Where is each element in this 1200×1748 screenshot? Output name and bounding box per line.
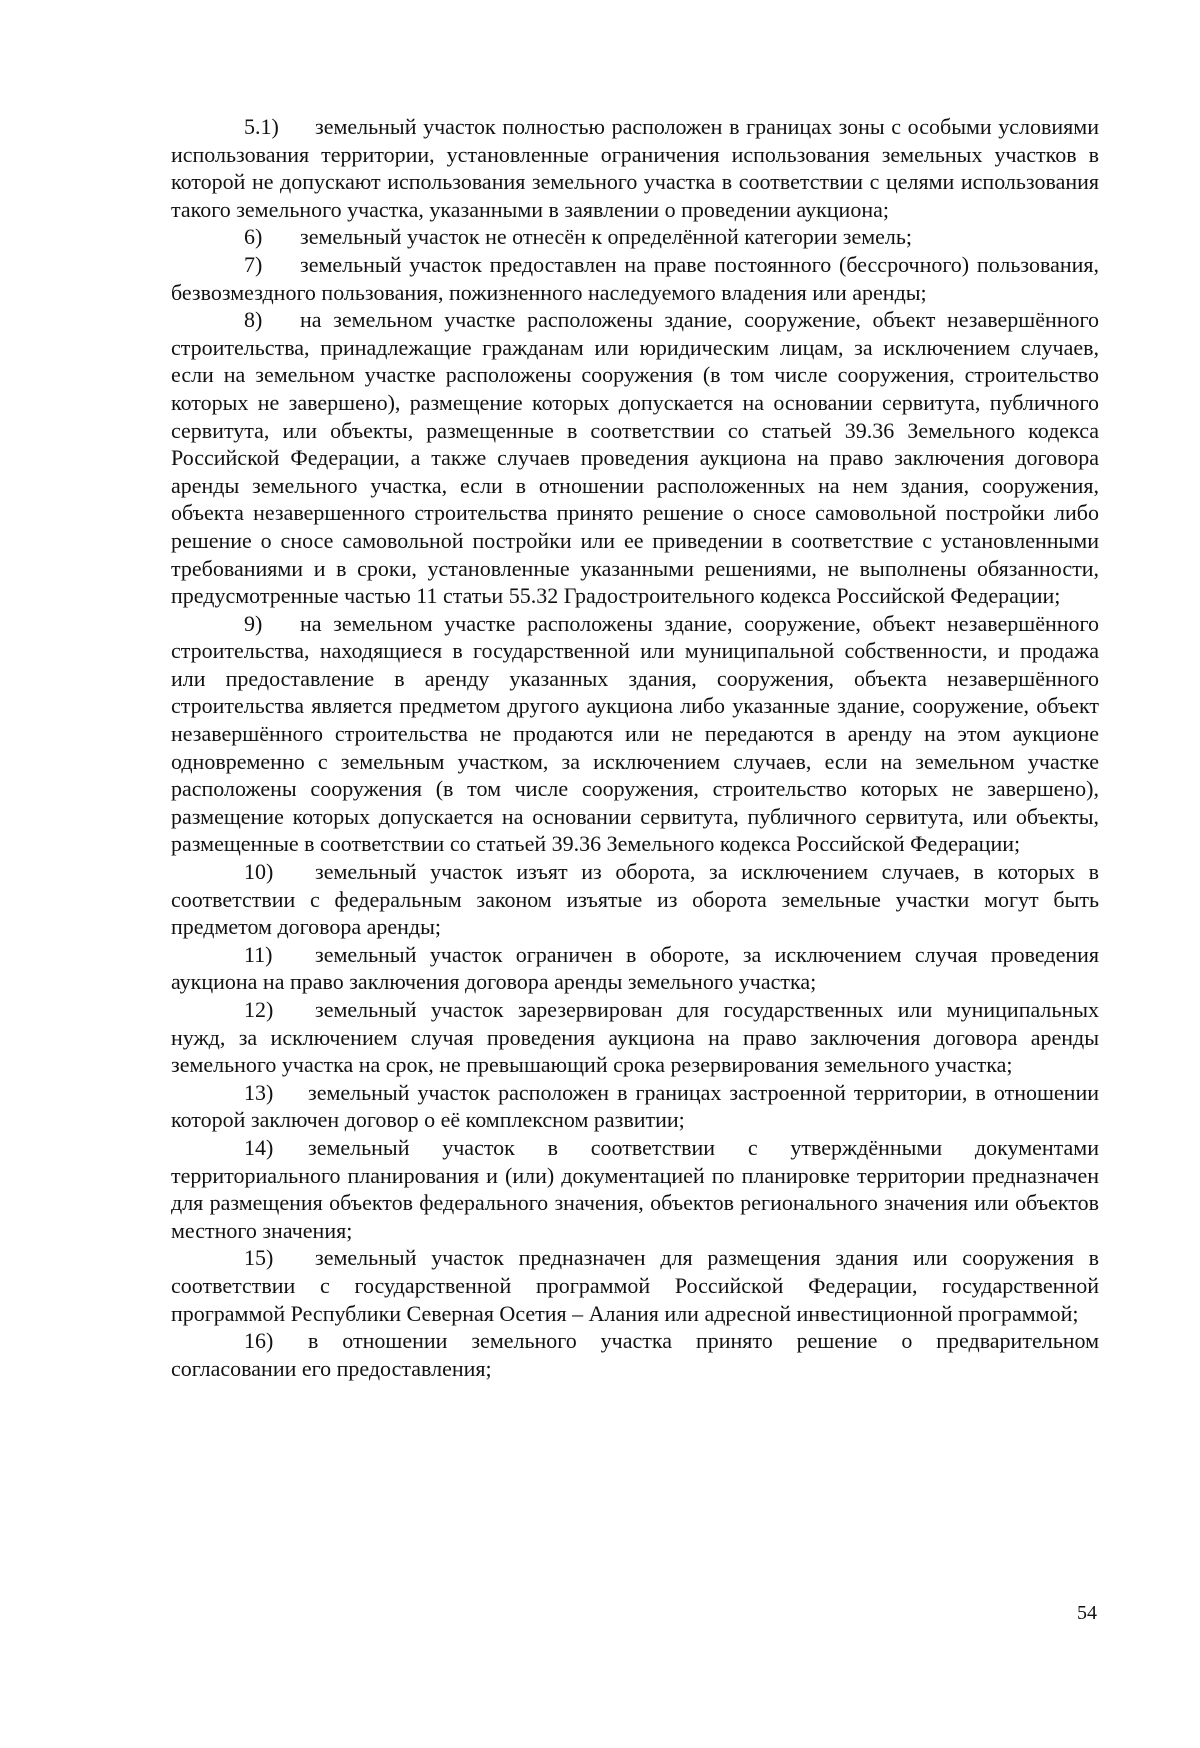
list-item — [171, 1244, 1099, 1327]
item-text: земельный участок зарезервирован для государственных или муниципальных нужд, за исключением случая проведения аукциона на право заключения договора аренды земельного участка на срок, не превышающий срока резервирования земельного участка; — [171, 997, 1099, 1078]
item-number: 11) — [244, 941, 273, 967]
item-text: земельный участок полностью расположен в границах зоны с особыми условиями использования территории, установленные ограничения использования земельных участков в которой не допускают использования земельного участка в соответствии с целями использования такого земельного участка, указанными в заявлении о проведении аукциона; — [171, 114, 1099, 222]
list-item — [171, 1327, 1099, 1382]
item-number: 7) — [244, 251, 263, 277]
item-text: на земельном участке расположены здание, сооружение, объект незавершённого строительства, находящиеся в государственной или муниципальной собственности, и продажа или предоставление в аренду указанных здания, сооружения, объекта незавершённого строительства является предметом другого аукциона либо указанные здание, сооружение, объект незавершённого строительства не продаются или не передаются в аренду на этом аукционе одновременно с земельным участком, за исключением случаев, если на земельном участке расположены сооружения (в том числе сооружения, строительство которых не завершено), размещение которых допускается на основании сервитута, публичного сервитута, или объекты, размещенные в соответствии со статьей 39.36 Земельного кодекса Российской Федерации; — [171, 610, 1099, 857]
list-item — [171, 113, 1099, 223]
item-number: 15) — [244, 1245, 274, 1271]
list-item — [171, 251, 1099, 306]
list-item — [171, 941, 1099, 996]
item-text: земельный участок предназначен для размещения здания или сооружения в соответствии с государственной программой Российской Федерации, государственной программой Республики Северная Осетия – Алания или адресной инвестиционной программой; — [171, 1245, 1099, 1326]
page-number: 54 — [1077, 1602, 1097, 1624]
list-item — [171, 223, 1099, 251]
item-number: 14) — [244, 1134, 274, 1160]
item-number: 5.1) — [244, 114, 279, 139]
list-item — [171, 996, 1099, 1079]
item-text: земельный участок ограничен в обороте, за исключением случая проведения аукциона на право заключения договора аренды земельного участка; — [171, 941, 1099, 995]
item-text: земельный участок расположен в границах застроенной территории, в отношении которой заключен договор о её комплексном развитии; — [171, 1079, 1099, 1133]
list-item — [171, 306, 1099, 610]
item-number: 6) — [244, 224, 263, 250]
list-item — [171, 858, 1099, 941]
item-number: 8) — [244, 307, 263, 333]
item-text: земельный участок в соответствии с утверждёнными документами территориального планирования и (или) документацией по планировке территории предназначен для размещения объектов федерального значения, объектов регионального значения или объектов местного значения; — [171, 1134, 1099, 1243]
item-text: в отношении земельного участка принято решение о предварительном согласовании его предоставления; — [171, 1328, 1099, 1381]
item-number: 16) — [244, 1328, 274, 1354]
item-number: 10) — [244, 859, 274, 885]
list-item — [171, 1079, 1099, 1134]
item-text: на земельном участке расположены здание, сооружение, объект незавершённого строительства, принадлежащие гражданам или юридическим лицам, за исключением случаев, если на земельном участке расположены сооружения (в том числе сооружения, строительство которых не завершено), размещение которых допускается на основании сервитута, публичного сервитута, или объекты, размещенные в соответствии со статьей 39.36 Земельного кодекса Российской Федерации, а также случаев проведения аукциона на право заключения договора аренды земельного участка, если в отношении расположенных на нем здания, сооружения, объекта незавершенного строительства принято решение о сносе самовольной постройки либо решение о сносе самовольной постройки или ее приведении в соответствие с установленными требованиями и в сроки, установленные указанными решениями, не выполнены обязанности, предусмотренные частью 11 статьи 55.32 Градостроительного кодекса Российской Федерации; — [171, 307, 1099, 609]
item-number: 12) — [244, 997, 274, 1022]
list-item — [171, 1134, 1099, 1244]
item-text: земельный участок предоставлен на праве постоянного (бессрочного) пользования, безвозмездного пользования, пожизненного наследуемого владения или аренды; — [171, 251, 1099, 305]
item-number: 13) — [244, 1079, 274, 1105]
document-body — [171, 113, 1099, 1382]
item-text: земельный участок не отнесён к определённой категории земель; — [300, 224, 913, 250]
item-text: земельный участок изъят из оборота, за исключением случаев, в которых в соответствии с федеральным законом изъятые из оборота земельные участки могут быть предметом договора аренды; — [171, 859, 1099, 940]
list-item — [171, 610, 1099, 858]
item-number: 9) — [244, 610, 263, 636]
